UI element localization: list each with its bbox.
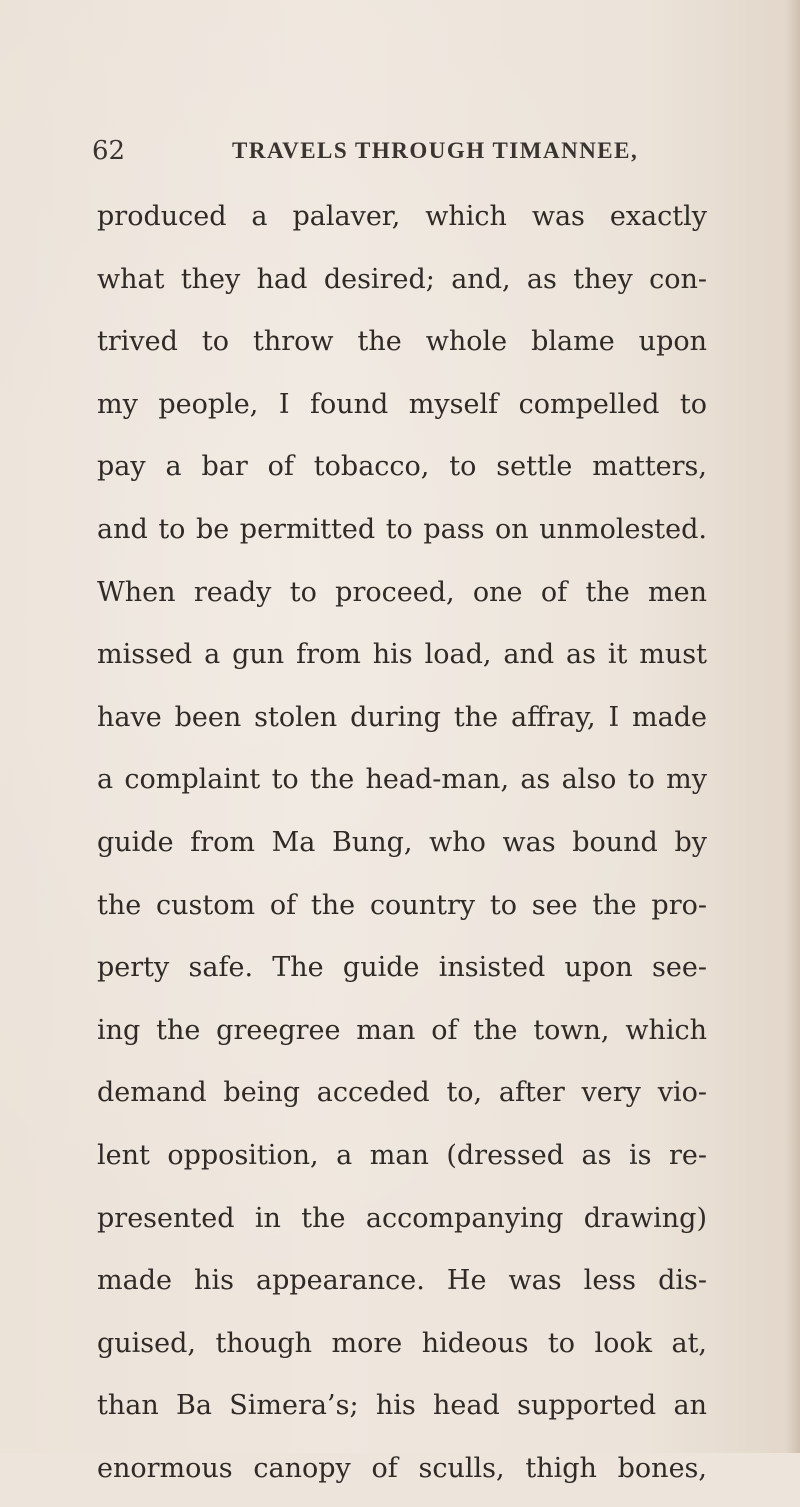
text-line: presented in the accompanying drawing) (97, 1202, 707, 1234)
text-line: pay a bar of tobacco, to settle matters, (97, 451, 707, 483)
text-line: ing the greegree man of the town, which (97, 1014, 707, 1046)
body-text (97, 193, 707, 1507)
page-edge-shadow (786, 0, 800, 1453)
text-line: produced a palaver, which was exactly (97, 201, 707, 232)
text-line: a complaint to the head-man, as also to my (97, 764, 707, 796)
text-line: When ready to proceed, one of the men (97, 576, 707, 608)
text-line: missed a gun from his load, and as it must (97, 639, 707, 671)
text-line: trived to throw the whole blame upon (97, 326, 707, 358)
page-number: 62 (92, 136, 126, 166)
text-line: demand being acceded to, after very vio- (97, 1077, 707, 1109)
text-line: have been stolen during the affray, I made (97, 701, 707, 733)
text-line: what they had desired; and, as they con- (97, 263, 707, 295)
text-line: guised, though more hideous to look at, (97, 1327, 707, 1359)
page-header (92, 136, 712, 176)
text-line: perty safe. The guide insisted upon see- (97, 952, 707, 984)
text-line: the custom of the country to see the pro- (97, 889, 707, 921)
text-line: lent opposition, a man (dressed as is re- (97, 1139, 707, 1171)
text-line: guide from Ma Bung, who was bound by (97, 826, 707, 858)
text-line: and to be permitted to pass on unmolested. (97, 513, 707, 545)
text-line: than Ba Simera’s; his head supported an (97, 1390, 707, 1422)
text-line: made his appearance. He was less dis- (97, 1265, 707, 1297)
running-title: TRAVELS THROUGH TIMANNEE, (232, 138, 639, 163)
text-line: my people, I found myself compelled to (97, 388, 707, 420)
text-line: enormous canopy of sculls, thigh bones, (97, 1452, 707, 1484)
